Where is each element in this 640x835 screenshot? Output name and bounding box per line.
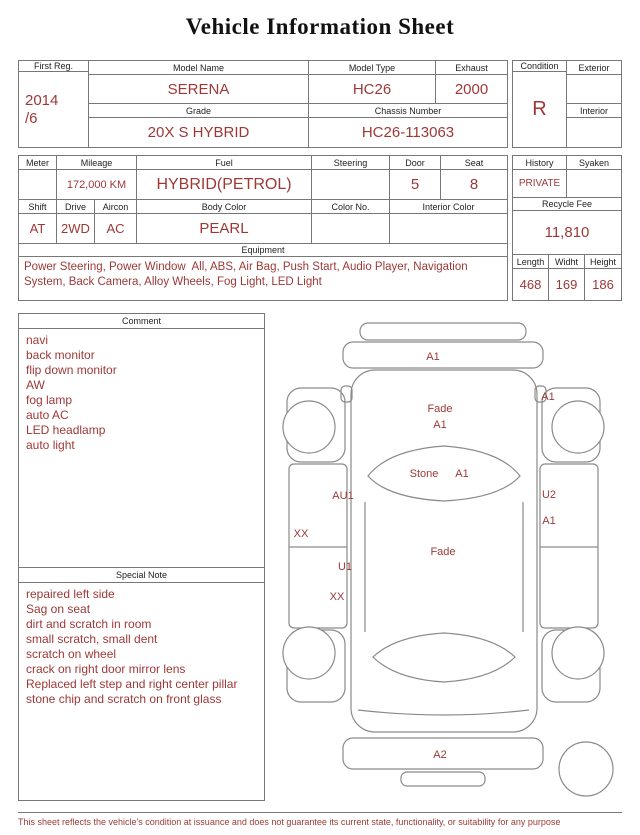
left-rear-wheel bbox=[283, 627, 335, 679]
identity-right-cells bbox=[89, 61, 507, 147]
identity-table bbox=[18, 60, 622, 148]
front-edge-strip bbox=[360, 323, 526, 340]
list-item: navi bbox=[26, 333, 49, 347]
seat-label: Seat bbox=[464, 157, 484, 168]
condition-table bbox=[512, 60, 622, 148]
identity-table-main bbox=[18, 60, 508, 148]
notes-column bbox=[18, 313, 265, 801]
fuel-value: HYBRID(PETROL) bbox=[137, 170, 312, 199]
comment-header: Comment bbox=[19, 314, 264, 329]
interior-color-value bbox=[390, 214, 507, 243]
door-value: 5 bbox=[390, 170, 441, 199]
exhaust-value: 2000 bbox=[454, 80, 489, 98]
equipment-value: Power Steering, Power Window All, ABS, Air Bag, Push Start, Audio Player, Navigation System, Back Camera, Alloy Wheels, Fog Light, LED Light bbox=[24, 261, 471, 288]
front-bumper bbox=[343, 342, 543, 368]
seat-value: 8 bbox=[469, 176, 479, 193]
specs-table bbox=[18, 155, 622, 301]
special-note-header: Special Note bbox=[19, 568, 264, 583]
mileage-label: Mileage bbox=[57, 156, 137, 169]
list-item: fog lamp bbox=[26, 393, 73, 407]
condition-cell bbox=[513, 61, 567, 147]
special-note-list bbox=[19, 583, 264, 800]
car-top-view-diagram bbox=[265, 310, 622, 807]
shift-value: AT bbox=[19, 214, 57, 243]
damage-annotation: XX bbox=[329, 591, 345, 603]
shift-label: Shift bbox=[19, 200, 57, 213]
aircon-value: AC bbox=[95, 214, 137, 243]
comment-section bbox=[19, 314, 264, 568]
disclaimer-footer: This sheet reflects the vehicle's condition at issuance and does not guarantee its current state, functionality, or suitability for any purpose bbox=[18, 812, 622, 827]
damage-annotation: Fade bbox=[430, 546, 456, 558]
syaken-label: Syaken bbox=[578, 157, 610, 168]
list-item: Replaced left step and right center pillar bbox=[26, 677, 238, 691]
list-item: LED headlamp bbox=[26, 423, 106, 437]
list-item: Sag on seat bbox=[26, 602, 91, 616]
steering-label: Steering bbox=[312, 156, 390, 169]
list-item: repaired left side bbox=[26, 587, 115, 601]
list-item: AW bbox=[26, 378, 45, 392]
model-name-label: Model Name bbox=[89, 61, 309, 74]
first-reg-month: /6 bbox=[25, 109, 38, 127]
damage-annotation: AU1 bbox=[332, 490, 354, 502]
body-color-value: PEARL bbox=[137, 214, 312, 243]
color-no-value bbox=[312, 214, 390, 243]
right-rear-wheel bbox=[552, 627, 604, 679]
exterior-value bbox=[567, 75, 621, 104]
syaken-value bbox=[567, 170, 621, 197]
model-type-label: Model Type bbox=[309, 61, 436, 74]
length-value: 468 bbox=[513, 269, 549, 300]
list-item: scratch on wheel bbox=[26, 647, 117, 661]
list-item: crack on right door mirror lens bbox=[26, 662, 186, 676]
left-door-panels bbox=[289, 464, 347, 628]
first-reg-year: 2014 bbox=[25, 91, 59, 109]
interior-value bbox=[567, 118, 621, 147]
color-no-label: Color No. bbox=[312, 200, 390, 213]
car-outline-shapes bbox=[283, 323, 613, 796]
damage-annotations bbox=[294, 351, 556, 761]
list-item: small scratch, small dent bbox=[26, 632, 158, 646]
first-reg-label: First Reg. bbox=[19, 61, 88, 72]
width-value: 169 bbox=[549, 269, 585, 300]
mileage-value: 172,000 KM bbox=[57, 170, 137, 199]
recycle-fee-value: 11,810 bbox=[544, 224, 590, 241]
first-reg-value bbox=[19, 72, 88, 147]
grade-label: Grade bbox=[89, 104, 309, 117]
windshield bbox=[368, 446, 520, 501]
length-label: Length bbox=[513, 255, 549, 268]
comment-list bbox=[19, 329, 264, 567]
rear-edge-strip bbox=[401, 772, 485, 786]
chassis-number-label: Chassis Number bbox=[374, 105, 442, 116]
specs-table-main bbox=[18, 155, 508, 301]
steering-value bbox=[312, 170, 390, 199]
list-item: auto light bbox=[26, 438, 75, 452]
damage-annotation: A1 bbox=[433, 419, 447, 431]
drive-value: 2WD bbox=[57, 214, 95, 243]
damage-annotation: U2 bbox=[541, 489, 557, 501]
spare-wheel bbox=[559, 742, 613, 796]
equipment-label: Equipment bbox=[241, 245, 285, 255]
history-dims-table bbox=[512, 155, 622, 301]
damage-annotation: A1 bbox=[426, 351, 440, 363]
damage-annotation: A1 bbox=[541, 391, 555, 403]
width-label: Widht bbox=[549, 255, 585, 268]
height-label: Height bbox=[589, 256, 616, 267]
rear-hatch-line bbox=[358, 710, 529, 715]
list-item: auto AC bbox=[26, 408, 69, 422]
exterior-interior-cell bbox=[567, 61, 621, 147]
damage-annotation: U1 bbox=[337, 561, 353, 573]
interior-label: Interior bbox=[567, 104, 621, 118]
interior-color-label: Interior Color bbox=[422, 201, 475, 212]
list-item: flip down monitor bbox=[26, 363, 117, 377]
model-type-value: HC26 bbox=[309, 75, 436, 103]
model-name-value: SERENA bbox=[89, 75, 309, 103]
condition-value: R bbox=[532, 98, 547, 120]
meter-label: Meter bbox=[19, 156, 57, 169]
chassis-number-value: HC26-113063 bbox=[361, 124, 455, 141]
damage-annotation: A1 bbox=[542, 515, 556, 527]
special-note-section bbox=[19, 568, 264, 800]
condition-label: Condition bbox=[513, 61, 566, 72]
grade-value: 20X S HYBRID bbox=[89, 118, 309, 147]
history-value: PRIVATE bbox=[513, 170, 567, 197]
list-item: dirt and scratch in room bbox=[26, 617, 152, 631]
page-title: Vehicle Information Sheet bbox=[185, 14, 455, 39]
damage-diagram bbox=[265, 310, 622, 807]
recycle-fee-label: Recycle Fee bbox=[541, 199, 593, 209]
exterior-label: Exterior bbox=[567, 61, 621, 75]
exhaust-label: Exhaust bbox=[455, 62, 488, 73]
first-reg-cell bbox=[19, 61, 89, 147]
rear-window bbox=[373, 633, 515, 682]
history-label: History bbox=[513, 156, 567, 169]
left-front-wheel bbox=[283, 401, 335, 453]
damage-annotation: Stone bbox=[409, 468, 439, 480]
right-front-wheel bbox=[552, 401, 604, 453]
damage-annotation: XX bbox=[293, 528, 309, 540]
list-item: back monitor bbox=[26, 348, 95, 362]
fuel-label: Fuel bbox=[137, 156, 312, 169]
drive-label: Drive bbox=[57, 200, 95, 213]
aircon-label: Aircon bbox=[95, 200, 137, 213]
body-color-label: Body Color bbox=[137, 200, 312, 213]
door-label: Door bbox=[390, 156, 441, 169]
damage-annotation: A1 bbox=[455, 468, 469, 480]
damage-annotation: Fade bbox=[427, 403, 453, 415]
height-value: 186 bbox=[592, 277, 614, 292]
meter-value bbox=[19, 170, 57, 199]
list-item: stone chip and scratch on front glass bbox=[26, 692, 222, 706]
damage-annotation: A2 bbox=[433, 749, 447, 761]
